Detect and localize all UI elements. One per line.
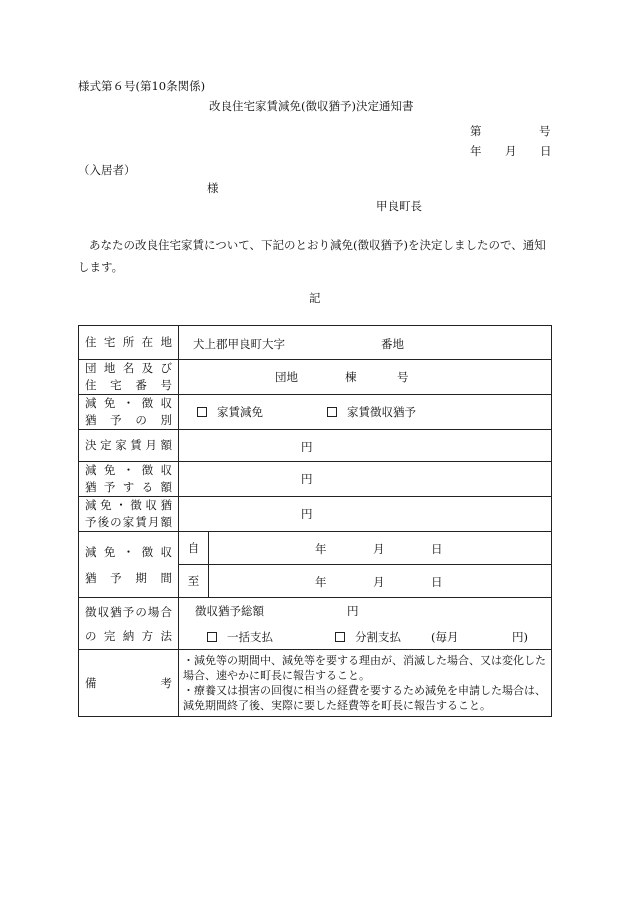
complex-mune: 棟 <box>345 370 357 384</box>
period-to-value <box>209 565 552 598</box>
period-label-line1: 減免・徴収 <box>85 544 172 559</box>
payment-label <box>79 598 179 650</box>
recipient-label: （入居者） <box>78 163 136 177</box>
monthly-open: (毎月 <box>431 630 459 644</box>
deferral-total-label: 徴収猶予総額 <box>195 604 264 618</box>
period-label-line2: 猶予期間 <box>85 570 172 585</box>
sender-name: 甲良町長 <box>376 199 422 213</box>
decided-rent-unit: 円 <box>301 440 313 454</box>
address-row <box>79 326 552 360</box>
after-rent-label-line2: 予後の家賃月額 <box>85 515 172 529</box>
complex-gou: 号 <box>397 370 409 384</box>
complex-label-line1: 団地名及び <box>85 361 172 375</box>
date-year: 年 <box>470 144 482 158</box>
decided-rent-value <box>179 430 552 462</box>
after-rent-label-line1: 減免・徴収猶 <box>85 498 172 512</box>
complex-danchi: 団地 <box>275 370 298 384</box>
decided-rent-row <box>79 430 552 462</box>
decided-rent-label: 決定家賃月額 <box>79 430 179 462</box>
type-label-line2: 猶予の別 <box>85 413 172 427</box>
period-from-year: 年 <box>315 542 327 556</box>
payment-row <box>79 598 552 650</box>
period-to-month: 月 <box>373 575 385 589</box>
option-rent-deferral-label: 家賃徴収猶予 <box>347 405 416 419</box>
remarks-label <box>79 650 179 717</box>
period-to-label: 至 <box>179 565 209 598</box>
complex-label <box>79 360 179 395</box>
period-from-row <box>79 532 552 565</box>
address-prefix: 犬上郡甲良町大字 <box>193 337 285 351</box>
option-installment-label: 分割支払 <box>355 630 401 644</box>
period-from-day: 日 <box>431 542 443 556</box>
date-day: 日 <box>540 144 552 158</box>
type-label-line1: 減免・徴収 <box>85 396 172 410</box>
form-number: 様式第６号(第10条関係) <box>78 79 206 93</box>
doc-number-prefix: 第 <box>470 124 482 138</box>
reduction-amount-label <box>79 462 179 497</box>
complex-label-line2: 住宅番号 <box>85 378 172 392</box>
remarks-notes <box>179 650 552 717</box>
recipient-honorific: 様 <box>207 181 219 195</box>
payment-label-line1: 徴収猶予の場合 <box>85 604 172 619</box>
checkbox-icon[interactable] <box>207 632 217 642</box>
option-lump-sum-label: 一括支払 <box>227 630 273 644</box>
ki-heading: 記 <box>309 291 321 305</box>
checkbox-icon[interactable] <box>197 407 207 417</box>
reduction-amount-value <box>179 462 552 497</box>
remarks-label-left: 備 <box>85 676 97 690</box>
reduction-amount-unit: 円 <box>301 472 313 486</box>
after-rent-row <box>79 497 552 532</box>
remarks-row <box>79 650 552 717</box>
monthly-close: 円) <box>512 630 528 644</box>
complex-row <box>79 360 552 395</box>
remarks-note-1: ・減免等の期間中、減免等を要する理由が、消滅した場合、又は変化した場合、速やかに町長に報告すること。 <box>183 654 546 682</box>
reduction-amount-label-line1: 減免・徴収 <box>85 463 172 477</box>
after-rent-label <box>79 497 179 532</box>
period-from-value <box>209 532 552 565</box>
period-from-label: 自 <box>179 532 209 565</box>
address-value <box>179 326 552 360</box>
after-rent-unit: 円 <box>301 507 313 521</box>
period-to-year: 年 <box>315 575 327 589</box>
remarks-label-right: 考 <box>160 676 172 690</box>
period-label <box>79 532 179 598</box>
body-text: あなたの改良住宅家賃について、下記のとおり減免(徴収猶予)を決定しましたので、通知します。 <box>78 238 546 274</box>
payment-value <box>179 598 552 650</box>
address-suffix: 番地 <box>381 337 404 351</box>
type-options <box>179 395 552 430</box>
checkbox-icon[interactable] <box>327 407 337 417</box>
period-to-day: 日 <box>431 575 443 589</box>
reduction-amount-label-line2: 猶予する額 <box>85 480 172 494</box>
option-rent-reduction-label: 家賃減免 <box>217 405 263 419</box>
payment-label-line2: の完納方法 <box>85 628 172 643</box>
doc-number-suffix: 号 <box>539 124 551 138</box>
option-installment[interactable] <box>335 629 401 645</box>
deferral-total-unit: 円 <box>347 604 359 618</box>
period-from-month: 月 <box>373 542 385 556</box>
option-lump-sum[interactable] <box>207 629 273 645</box>
type-row <box>79 395 552 430</box>
type-label <box>79 395 179 430</box>
address-label: 住宅所在地 <box>79 326 179 360</box>
document-title: 改良住宅家賃減免(徴収猶予)決定通知書 <box>209 99 414 113</box>
reduction-amount-row <box>79 462 552 497</box>
after-rent-value <box>179 497 552 532</box>
complex-value <box>179 360 552 395</box>
checkbox-icon[interactable] <box>335 632 345 642</box>
remarks-note-2: ・療養又は損害の回復に相当の経費を要するため減免を申請した場合は、減免期間終了後、実際に要した経費等を町長に報告すること。 <box>183 684 546 712</box>
decision-table <box>78 325 552 717</box>
date-month: 月 <box>505 144 517 158</box>
option-rent-deferral[interactable] <box>327 404 416 420</box>
option-rent-reduction[interactable] <box>197 404 263 420</box>
